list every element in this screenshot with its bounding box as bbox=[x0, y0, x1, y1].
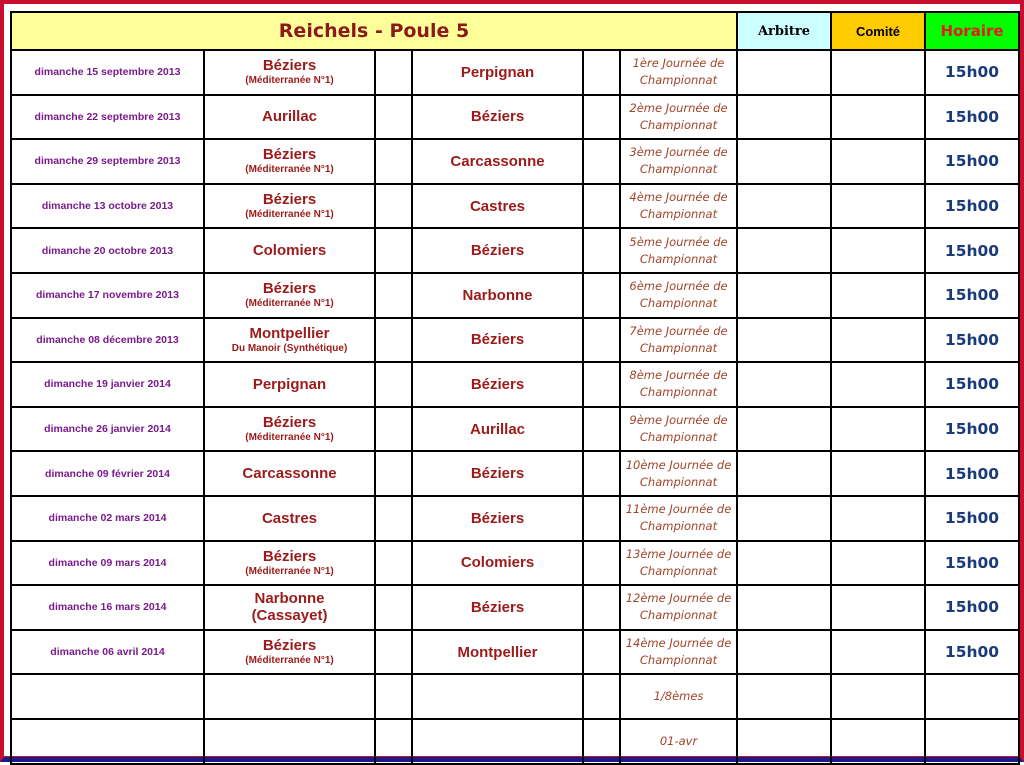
home-team-name: Béziers bbox=[262, 637, 317, 655]
journee-label: 3ème Journée de bbox=[629, 145, 728, 160]
home-team-cell bbox=[204, 184, 375, 229]
journee-type: Championnat bbox=[639, 608, 718, 623]
journee-type: Championnat bbox=[639, 251, 718, 266]
away-team-name: Béziers bbox=[412, 228, 583, 273]
match-row bbox=[11, 50, 1019, 95]
score-cell-home bbox=[375, 184, 412, 229]
arbitre-cell bbox=[737, 184, 831, 229]
match-row bbox=[11, 139, 1019, 184]
empty-away-cell bbox=[412, 719, 583, 764]
phase-label: 1/8èmes bbox=[620, 674, 737, 719]
journee-cell bbox=[620, 451, 737, 496]
schedule-table bbox=[10, 11, 1020, 765]
time-cell bbox=[925, 719, 1019, 764]
score-cell-home bbox=[375, 50, 412, 95]
comite-cell bbox=[831, 719, 925, 764]
match-row bbox=[11, 273, 1019, 318]
home-venue: (Méditerranée N°1) bbox=[245, 75, 334, 87]
home-venue: (Méditerranée N°1) bbox=[245, 209, 334, 221]
comite-cell bbox=[831, 541, 925, 586]
away-team-name: Colomiers bbox=[412, 541, 583, 586]
journee-label: 7ème Journée de bbox=[629, 323, 728, 338]
home-team-name: Béziers bbox=[262, 547, 317, 565]
match-time: 15h00 bbox=[925, 541, 1019, 586]
match-time: 15h00 bbox=[925, 184, 1019, 229]
arbitre-cell bbox=[737, 541, 831, 586]
score-cell-home bbox=[375, 541, 412, 586]
home-team-cell bbox=[204, 451, 375, 496]
journee-type: Championnat bbox=[639, 385, 718, 400]
home-team-name: Béziers bbox=[262, 414, 317, 432]
journee-label: 2ème Journée de bbox=[629, 100, 728, 115]
journee-label: 8ème Journée de bbox=[629, 368, 728, 383]
match-time: 15h00 bbox=[925, 50, 1019, 95]
away-team-name: Aurillac bbox=[412, 407, 583, 452]
empty-away-cell bbox=[412, 674, 583, 719]
match-row bbox=[11, 362, 1019, 407]
score-cell-home bbox=[375, 362, 412, 407]
journee-cell bbox=[620, 184, 737, 229]
home-team-cell bbox=[204, 541, 375, 586]
journee-type: Championnat bbox=[639, 296, 718, 311]
score-cell-away bbox=[583, 630, 620, 675]
match-time: 15h00 bbox=[925, 451, 1019, 496]
score-cell-home bbox=[375, 719, 412, 764]
comite-cell bbox=[831, 228, 925, 273]
journee-label: 4ème Journée de bbox=[629, 190, 728, 205]
journee-type: Championnat bbox=[639, 340, 718, 355]
journee-cell bbox=[620, 50, 737, 95]
match-date: dimanche 22 septembre 2013 bbox=[11, 95, 204, 140]
away-team-name: Béziers bbox=[412, 496, 583, 541]
match-row bbox=[11, 541, 1019, 586]
score-cell-home bbox=[375, 674, 412, 719]
away-team-name: Carcassonne bbox=[412, 139, 583, 184]
score-cell-away bbox=[583, 184, 620, 229]
comite-cell bbox=[831, 273, 925, 318]
arbitre-cell bbox=[737, 451, 831, 496]
match-time: 15h00 bbox=[925, 95, 1019, 140]
home-team-name: Béziers bbox=[262, 280, 317, 298]
journee-label: 9ème Journée de bbox=[629, 413, 728, 428]
journee-type: Championnat bbox=[639, 563, 718, 578]
arbitre-cell bbox=[737, 630, 831, 675]
home-team-name: Béziers bbox=[262, 146, 317, 164]
score-cell-away bbox=[583, 451, 620, 496]
home-team-cell bbox=[204, 407, 375, 452]
away-team-name: Béziers bbox=[412, 585, 583, 630]
score-cell-home bbox=[375, 496, 412, 541]
journee-label: 13ème Journée de bbox=[625, 546, 732, 561]
away-team-name: Béziers bbox=[412, 451, 583, 496]
score-cell-home bbox=[375, 318, 412, 363]
score-cell-away bbox=[583, 228, 620, 273]
journee-type: Championnat bbox=[639, 430, 718, 445]
empty-home-cell bbox=[204, 674, 375, 719]
score-cell-away bbox=[583, 95, 620, 140]
match-time: 15h00 bbox=[925, 362, 1019, 407]
comite-cell bbox=[831, 139, 925, 184]
journee-cell bbox=[620, 139, 737, 184]
arbitre-cell bbox=[737, 318, 831, 363]
home-venue: (Méditerranée N°1) bbox=[245, 432, 334, 444]
match-date: dimanche 15 septembre 2013 bbox=[11, 50, 204, 95]
match-row bbox=[11, 95, 1019, 140]
match-row bbox=[11, 496, 1019, 541]
home-team-name: Béziers bbox=[262, 57, 317, 75]
arbitre-cell bbox=[737, 719, 831, 764]
journee-label: 10ème Journée de bbox=[625, 457, 732, 472]
arbitre-cell bbox=[737, 95, 831, 140]
arbitre-cell bbox=[737, 228, 831, 273]
header-horaire: Horaire bbox=[925, 12, 1019, 50]
journee-type: Championnat bbox=[639, 474, 718, 489]
home-team-name: Perpignan bbox=[252, 375, 327, 393]
score-cell-home bbox=[375, 139, 412, 184]
score-cell-home bbox=[375, 630, 412, 675]
away-team-name: Béziers bbox=[412, 362, 583, 407]
home-team-cell bbox=[204, 228, 375, 273]
score-cell-home bbox=[375, 585, 412, 630]
away-team-name: Castres bbox=[412, 184, 583, 229]
home-team-name: Colomiers bbox=[252, 242, 327, 260]
match-row bbox=[11, 318, 1019, 363]
home-team-name: Carcassonne bbox=[242, 465, 337, 483]
phase-row bbox=[11, 674, 1019, 719]
score-cell-away bbox=[583, 318, 620, 363]
match-time: 15h00 bbox=[925, 273, 1019, 318]
home-team-cell bbox=[204, 362, 375, 407]
journee-type: Championnat bbox=[639, 117, 718, 132]
journee-cell bbox=[620, 630, 737, 675]
comite-cell bbox=[831, 585, 925, 630]
score-cell-away bbox=[583, 541, 620, 586]
home-venue: Du Manoir (Synthétique) bbox=[231, 342, 348, 354]
home-venue: (Méditerranée N°1) bbox=[245, 655, 334, 667]
header-comite: Comité bbox=[831, 12, 925, 50]
match-date: dimanche 13 octobre 2013 bbox=[11, 184, 204, 229]
home-team-cell bbox=[204, 139, 375, 184]
home-team-cell bbox=[204, 630, 375, 675]
arbitre-cell bbox=[737, 585, 831, 630]
match-date: dimanche 09 mars 2014 bbox=[11, 541, 204, 586]
away-team-name: Béziers bbox=[412, 318, 583, 363]
comite-cell bbox=[831, 407, 925, 452]
arbitre-cell bbox=[737, 50, 831, 95]
header-row bbox=[11, 12, 1019, 50]
home-venue: (Méditerranée N°1) bbox=[245, 164, 334, 176]
journee-type: Championnat bbox=[639, 519, 718, 534]
match-row bbox=[11, 630, 1019, 675]
score-cell-away bbox=[583, 407, 620, 452]
score-cell-home bbox=[375, 451, 412, 496]
score-cell-away bbox=[583, 719, 620, 764]
journee-type: Championnat bbox=[639, 162, 718, 177]
score-cell-away bbox=[583, 139, 620, 184]
journee-cell bbox=[620, 273, 737, 318]
home-team-cell bbox=[204, 318, 375, 363]
away-team-name: Perpignan bbox=[412, 50, 583, 95]
away-team-name: Montpellier bbox=[412, 630, 583, 675]
comite-cell bbox=[831, 674, 925, 719]
score-cell-home bbox=[375, 407, 412, 452]
away-team-name: Narbonne bbox=[412, 273, 583, 318]
home-venue: (Cassayet) bbox=[251, 606, 328, 624]
home-venue: (Méditerranée N°1) bbox=[245, 298, 334, 310]
score-cell-away bbox=[583, 362, 620, 407]
home-team-cell bbox=[204, 585, 375, 630]
match-time: 15h00 bbox=[925, 407, 1019, 452]
comite-cell bbox=[831, 630, 925, 675]
match-time: 15h00 bbox=[925, 496, 1019, 541]
score-cell-home bbox=[375, 95, 412, 140]
match-row bbox=[11, 228, 1019, 273]
comite-cell bbox=[831, 496, 925, 541]
arbitre-cell bbox=[737, 407, 831, 452]
journee-cell bbox=[620, 496, 737, 541]
score-cell-home bbox=[375, 228, 412, 273]
comite-cell bbox=[831, 362, 925, 407]
match-time: 15h00 bbox=[925, 585, 1019, 630]
home-team-name: Narbonne bbox=[254, 589, 325, 607]
match-date: dimanche 20 octobre 2013 bbox=[11, 228, 204, 273]
home-team-cell bbox=[204, 95, 375, 140]
match-date: dimanche 16 mars 2014 bbox=[11, 585, 204, 630]
score-cell-home bbox=[375, 273, 412, 318]
match-time: 15h00 bbox=[925, 228, 1019, 273]
score-cell-away bbox=[583, 50, 620, 95]
match-date: dimanche 08 décembre 2013 bbox=[11, 318, 204, 363]
journee-label: 6ème Journée de bbox=[629, 279, 728, 294]
match-time: 15h00 bbox=[925, 630, 1019, 675]
journee-label: 12ème Journée de bbox=[625, 591, 732, 606]
time-cell bbox=[925, 674, 1019, 719]
match-date: dimanche 09 février 2014 bbox=[11, 451, 204, 496]
comite-cell bbox=[831, 95, 925, 140]
header-arbitre: Arbitre bbox=[737, 12, 831, 50]
arbitre-cell bbox=[737, 674, 831, 719]
journee-cell bbox=[620, 407, 737, 452]
journee-cell bbox=[620, 95, 737, 140]
journee-cell bbox=[620, 228, 737, 273]
comite-cell bbox=[831, 184, 925, 229]
home-team-cell bbox=[204, 50, 375, 95]
journee-cell bbox=[620, 318, 737, 363]
match-time: 15h00 bbox=[925, 139, 1019, 184]
phase-row bbox=[11, 719, 1019, 764]
score-cell-away bbox=[583, 585, 620, 630]
match-row bbox=[11, 184, 1019, 229]
comite-cell bbox=[831, 50, 925, 95]
score-cell-away bbox=[583, 496, 620, 541]
journee-cell bbox=[620, 585, 737, 630]
journee-label: 11ème Journée de bbox=[625, 502, 732, 517]
journee-label: 1ère Journée de bbox=[632, 56, 725, 71]
home-team-name: Aurillac bbox=[261, 108, 318, 126]
journee-cell bbox=[620, 362, 737, 407]
home-venue: (Méditerranée N°1) bbox=[245, 565, 334, 577]
journee-type: Championnat bbox=[639, 73, 718, 88]
match-row bbox=[11, 585, 1019, 630]
empty-date-cell bbox=[11, 719, 204, 764]
score-cell-away bbox=[583, 273, 620, 318]
match-date: dimanche 29 septembre 2013 bbox=[11, 139, 204, 184]
match-date: dimanche 06 avril 2014 bbox=[11, 630, 204, 675]
match-date: dimanche 17 novembre 2013 bbox=[11, 273, 204, 318]
score-cell-away bbox=[583, 674, 620, 719]
empty-home-cell bbox=[204, 719, 375, 764]
home-team-cell bbox=[204, 496, 375, 541]
match-date: dimanche 26 janvier 2014 bbox=[11, 407, 204, 452]
match-date: dimanche 19 janvier 2014 bbox=[11, 362, 204, 407]
match-time: 15h00 bbox=[925, 318, 1019, 363]
match-date: dimanche 02 mars 2014 bbox=[11, 496, 204, 541]
comite-cell bbox=[831, 318, 925, 363]
arbitre-cell bbox=[737, 362, 831, 407]
away-team-name: Béziers bbox=[412, 95, 583, 140]
arbitre-cell bbox=[737, 139, 831, 184]
arbitre-cell bbox=[737, 273, 831, 318]
home-team-name: Montpellier bbox=[249, 324, 330, 342]
journee-label: 14ème Journée de bbox=[625, 636, 732, 651]
home-team-name: Castres bbox=[261, 509, 318, 527]
arbitre-cell bbox=[737, 496, 831, 541]
empty-date-cell bbox=[11, 674, 204, 719]
comite-cell bbox=[831, 451, 925, 496]
match-row bbox=[11, 407, 1019, 452]
page-title: Reichels - Poule 5 bbox=[11, 12, 737, 50]
phase-label: 01-avr bbox=[620, 719, 737, 764]
journee-type: Championnat bbox=[639, 207, 718, 222]
journee-cell bbox=[620, 541, 737, 586]
match-row bbox=[11, 451, 1019, 496]
journee-label: 5ème Journée de bbox=[629, 234, 728, 249]
home-team-cell bbox=[204, 273, 375, 318]
home-team-name: Béziers bbox=[262, 191, 317, 209]
journee-type: Championnat bbox=[639, 653, 718, 668]
